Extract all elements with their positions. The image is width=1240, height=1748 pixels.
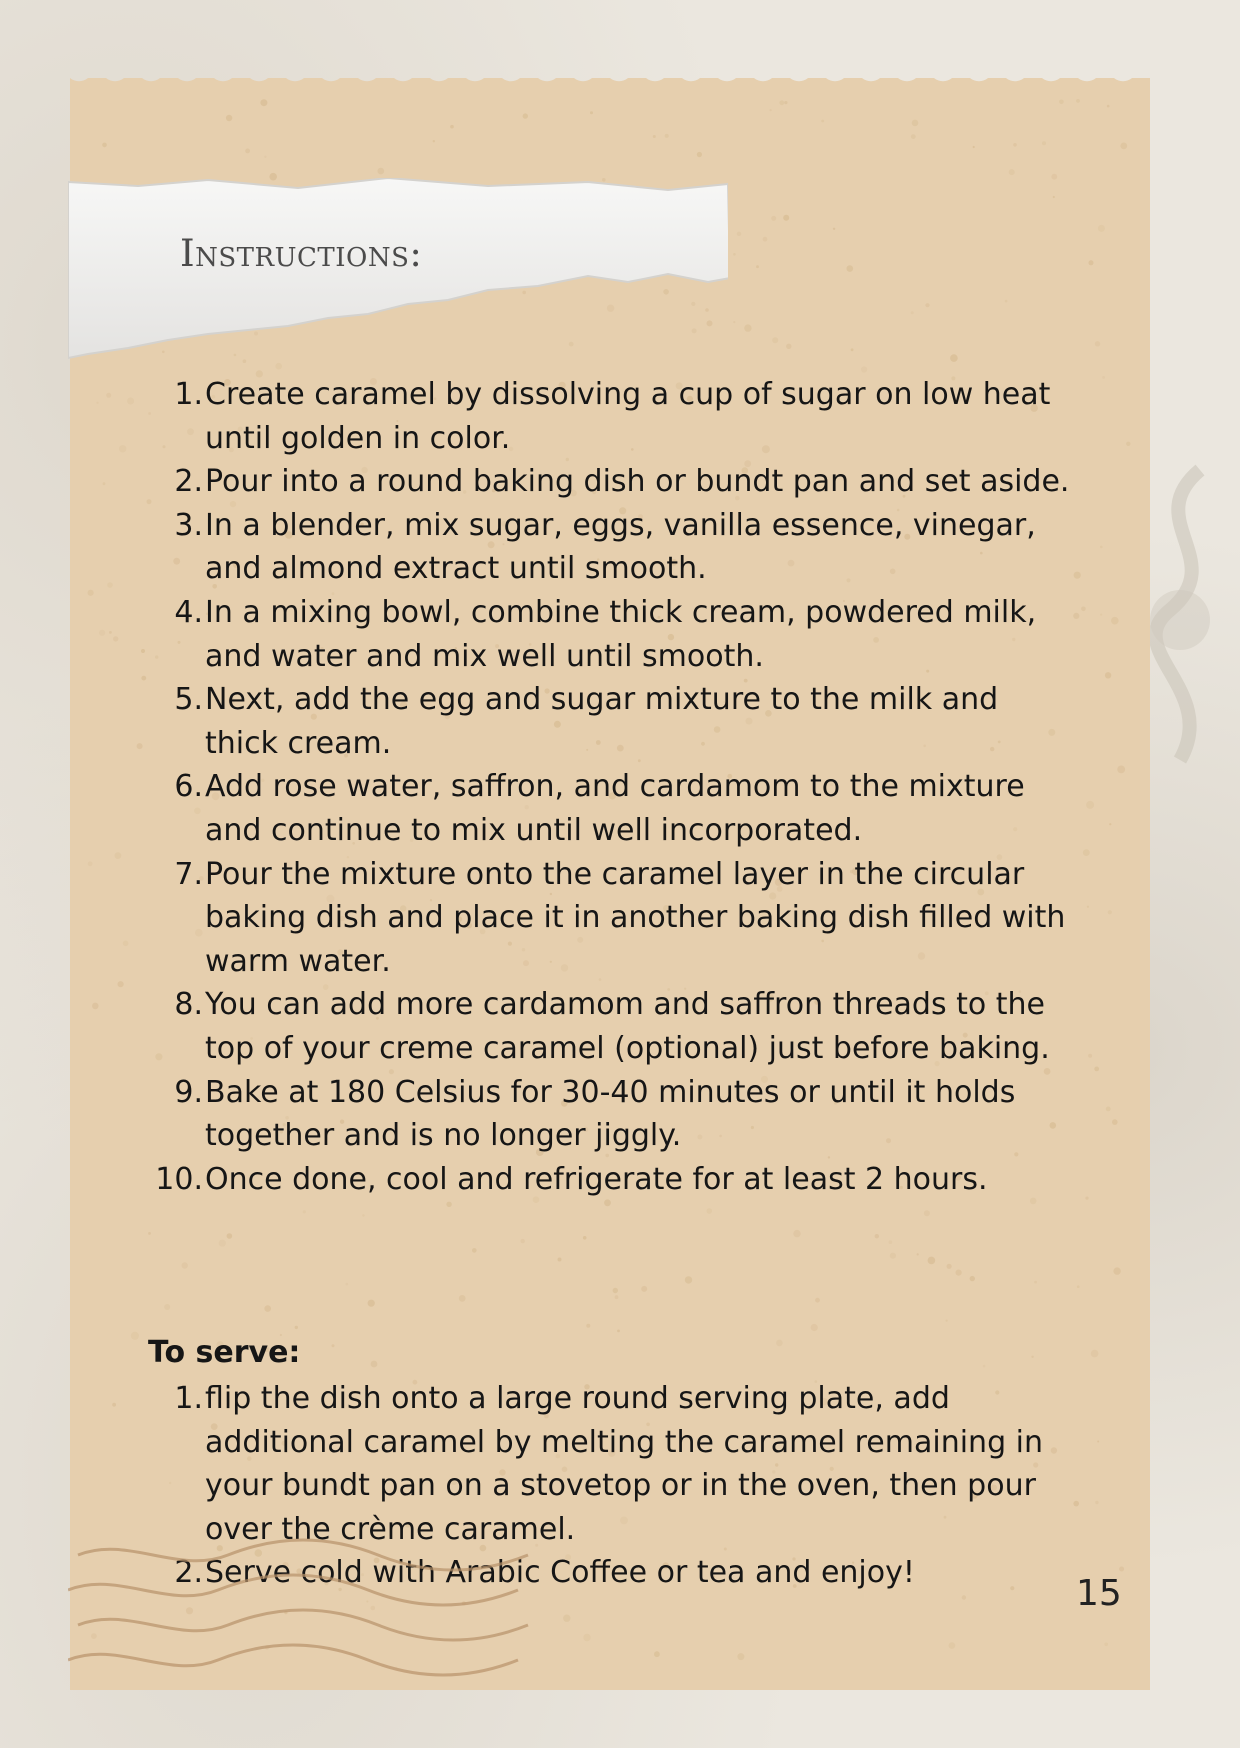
serve-item-text: Serve cold with Arabic Coffee or tea and enjoy! bbox=[205, 1555, 915, 1591]
instruction-item-number: 1. bbox=[174, 377, 203, 412]
instruction-item bbox=[0, 373, 1075, 460]
instructions-heading: Instructions: bbox=[180, 232, 423, 275]
instruction-item bbox=[0, 504, 1075, 591]
instruction-item-number: 2. bbox=[174, 464, 203, 500]
instruction-item bbox=[0, 983, 1075, 1070]
instruction-item-number: 7. bbox=[174, 856, 203, 892]
instruction-item-number: 5. bbox=[174, 682, 203, 718]
instruction-item-text: Next, add the egg and sugar mixture to the milk and thick cream. bbox=[205, 682, 999, 761]
instruction-item-text: In a blender, mix sugar, eggs, vanilla essence, vinegar, and almond extract until smooth. bbox=[205, 507, 1036, 587]
instruction-item-text: Pour into a round baking dish or bundt pan and set aside. bbox=[205, 464, 1070, 500]
instruction-item bbox=[0, 765, 1075, 852]
instruction-item-text: Add rose water, saffron, and cardamom to the mixture and continue to mix until well incorporated. bbox=[205, 769, 1025, 848]
instructions-list bbox=[0, 373, 1240, 1201]
instruction-item bbox=[0, 853, 1075, 984]
instruction-item-number: 3. bbox=[174, 507, 203, 543]
instruction-item bbox=[0, 460, 1075, 504]
instruction-item-text: Once done, cool and refrigerate for at least 2 hours. bbox=[205, 1161, 988, 1197]
serve-item-text: flip the dish onto a large round serving plate, add additional caramel by melting the caramel remaining in your bundt pan on a stovetop or in the oven, then pour over the crème caramel. bbox=[205, 1381, 1043, 1547]
instruction-item-number: 9. bbox=[174, 1074, 203, 1110]
postmark-wavy-lines bbox=[68, 1525, 568, 1705]
instruction-item bbox=[0, 591, 1075, 678]
instruction-item-text: You can add more cardamom and saffron threads to the top of your creme caramel (optional) just before baking. bbox=[205, 987, 1050, 1066]
instruction-item-text: In a mixing bowl, combine thick cream, powdered milk, and water and mix well until smooth. bbox=[205, 594, 1037, 674]
instruction-item bbox=[0, 1071, 1075, 1158]
serve-item-number: 1. bbox=[174, 1381, 203, 1416]
instruction-item-number: 6. bbox=[174, 769, 203, 805]
instruction-item-text: Pour the mixture onto the caramel layer in the circular baking dish and place it in another baking dish filled with warm water. bbox=[205, 856, 1066, 979]
instruction-item-number: 10. bbox=[155, 1161, 203, 1197]
instruction-item bbox=[0, 678, 1075, 765]
serve-heading: To serve: bbox=[148, 1335, 301, 1370]
instruction-item-text: Create caramel by dissolving a cup of sugar on low heat until golden in color. bbox=[205, 377, 1051, 456]
instruction-item-text: Bake at 180 Celsius for 30-40 minutes or until it holds together and is no longer jiggly. bbox=[205, 1074, 1016, 1154]
instruction-item-number: 4. bbox=[174, 594, 203, 630]
serve-item-number: 2. bbox=[174, 1555, 203, 1591]
instruction-item-number: 8. bbox=[174, 987, 203, 1023]
instruction-item bbox=[0, 1158, 1075, 1202]
page-number: 15 bbox=[1076, 1573, 1122, 1614]
